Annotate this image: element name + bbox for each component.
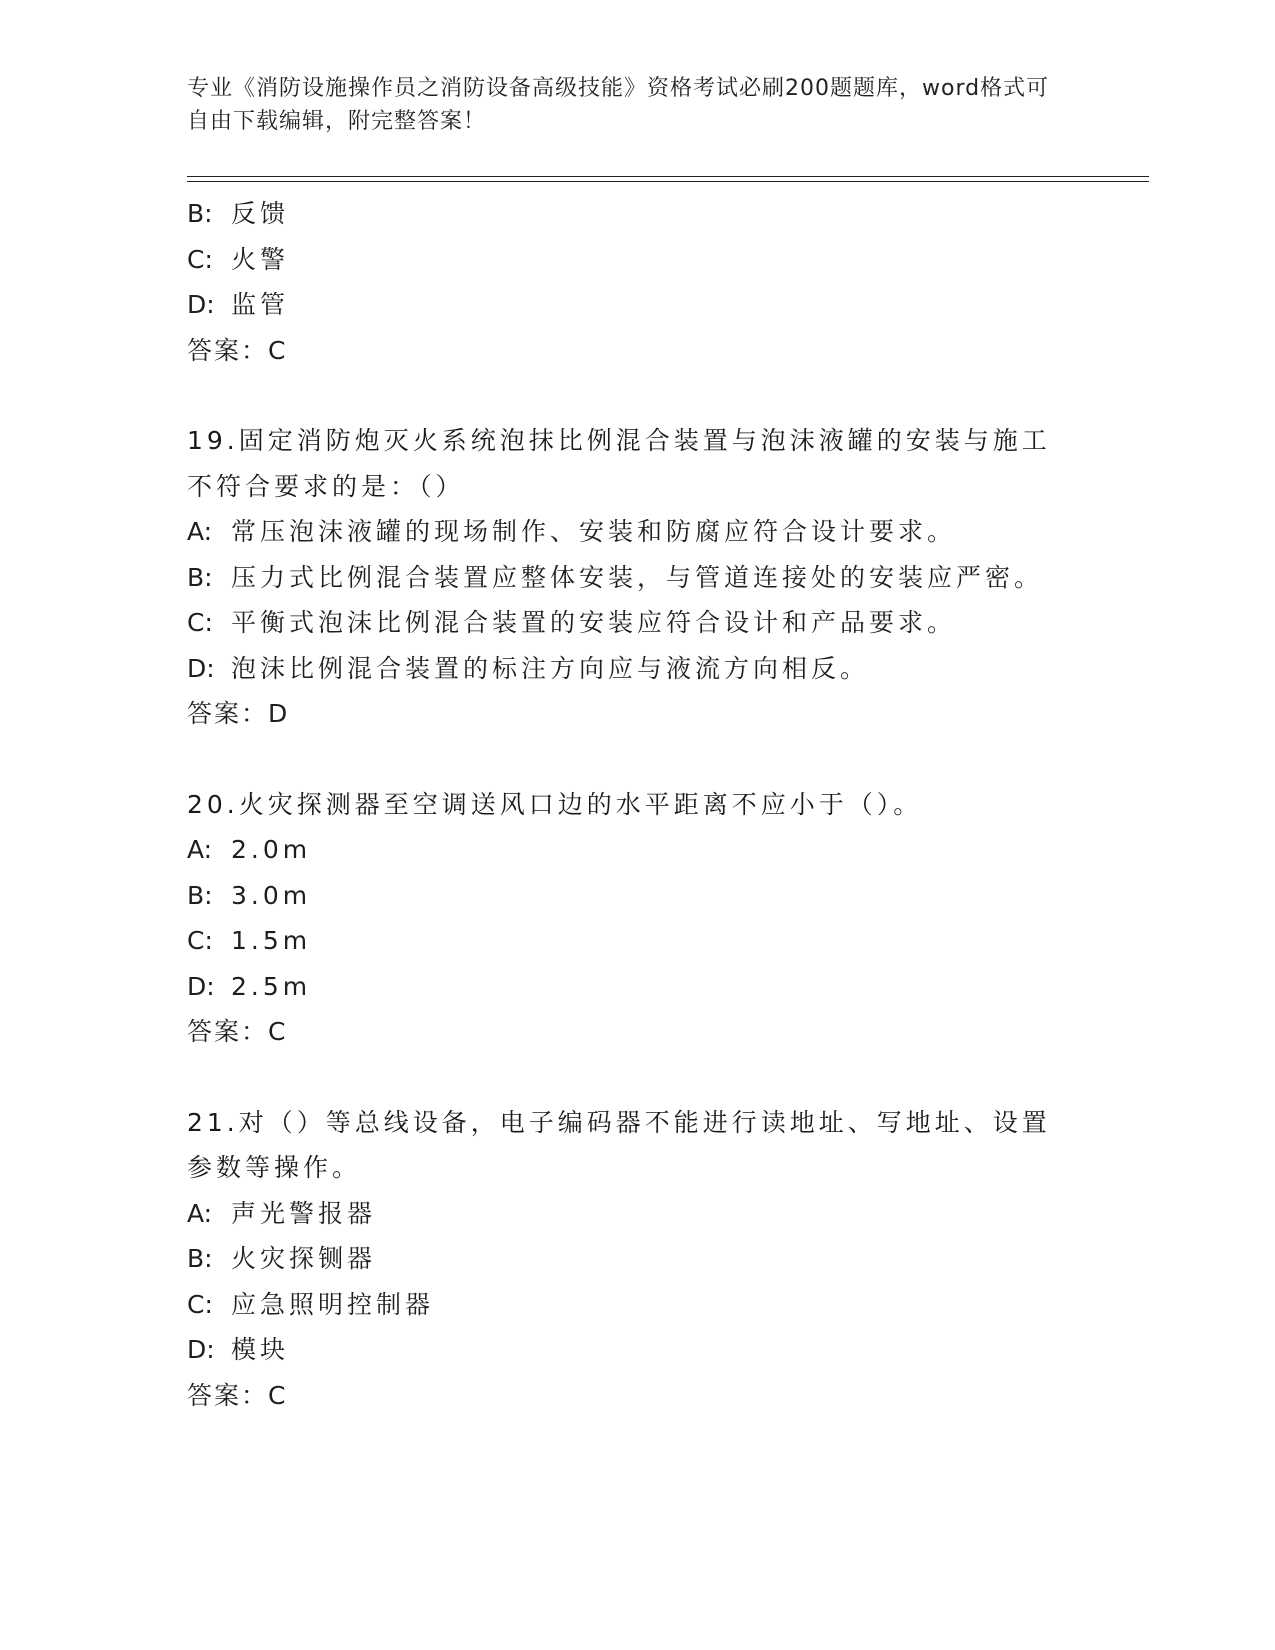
header-rule-top [187, 176, 1149, 177]
option-line [187, 827, 1087, 873]
option-key: C: [187, 1289, 213, 1319]
option-line [187, 964, 1087, 1010]
option-text: 压力式比例混合装置应整体安装，与管道连接处的安装应严密。 [231, 562, 1044, 592]
answer-line: 答案：C [187, 1380, 288, 1410]
option-key: A: [187, 835, 213, 864]
option-key: D: [187, 1335, 215, 1364]
option-key: D: [187, 290, 215, 319]
option-text: 声光警报器 [231, 1198, 377, 1228]
option-line [187, 873, 1087, 919]
option-key: B: [187, 199, 213, 228]
answer-line: 答案：C [187, 335, 288, 365]
option-text: 常压泡沫液罐的现场制作、安装和防腐应符合设计要求。 [231, 517, 957, 546]
option-text: 监管 [231, 290, 290, 319]
question-19 [187, 418, 1087, 737]
option-text: 1.5m [231, 926, 312, 955]
spacer [187, 1055, 1087, 1100]
option-line [187, 191, 1087, 237]
answer-line: 答案：C [187, 1017, 288, 1046]
answer-line: 答案：D [187, 699, 290, 728]
option-text: 泡沫比例混合装置的标注方向应与液流方向相反。 [231, 653, 870, 683]
option-line [187, 646, 1087, 692]
option-line [187, 1282, 1087, 1328]
option-key: C: [187, 244, 213, 274]
option-text: 应急照明控制器 [231, 1289, 435, 1319]
option-key: D: [187, 971, 215, 1001]
option-line [187, 1327, 1087, 1373]
spacer [187, 373, 1087, 418]
option-text: 模块 [231, 1335, 290, 1364]
option-line [187, 509, 1087, 555]
option-text: 平衡式泡沫比例混合装置的安装应符合设计和产品要求。 [231, 608, 957, 637]
option-line [187, 555, 1087, 601]
option-key: B: [187, 1244, 213, 1273]
option-line [187, 237, 1087, 283]
option-key: C: [187, 608, 213, 637]
option-text: 2.5m [231, 971, 312, 1001]
question-stem: 19.固定消防炮灭火系统泡抹比例混合装置与泡沫液罐的安装与施工不符合要求的是：（） [187, 426, 1051, 501]
option-key: C: [187, 926, 213, 955]
previous-question-tail [187, 191, 1087, 373]
document-header: 专业《消防设施操作员之消防设备高级技能》资格考试必刷200题题库，word格式可自由下载编辑，附完整答案！ [187, 76, 1050, 134]
spacer [187, 737, 1087, 782]
question-21 [187, 1100, 1087, 1419]
question-stem: 20.火灾探测器至空调送风口边的水平距离不应小于（）。 [187, 789, 923, 819]
question-20 [187, 782, 1087, 1055]
option-key: B: [187, 562, 213, 592]
option-key: A: [187, 1198, 213, 1228]
option-line [187, 1236, 1087, 1282]
option-line [187, 918, 1087, 964]
option-line [187, 282, 1087, 328]
option-key: B: [187, 880, 213, 910]
option-key: A: [187, 517, 213, 546]
header-rule-bottom [187, 181, 1149, 182]
option-text: 火灾探铡器 [231, 1244, 377, 1273]
option-key: D: [187, 653, 215, 683]
option-text: 2.0m [231, 835, 312, 864]
question-content [187, 191, 1087, 1418]
option-text: 反馈 [231, 199, 290, 228]
question-stem: 21.对（）等总线设备，电子编码器不能进行读地址、写地址、设置参数等操作。 [187, 1107, 1051, 1182]
option-line [187, 600, 1087, 646]
option-text: 3.0m [231, 880, 312, 910]
option-text: 火警 [231, 244, 290, 274]
option-line [187, 1191, 1087, 1237]
